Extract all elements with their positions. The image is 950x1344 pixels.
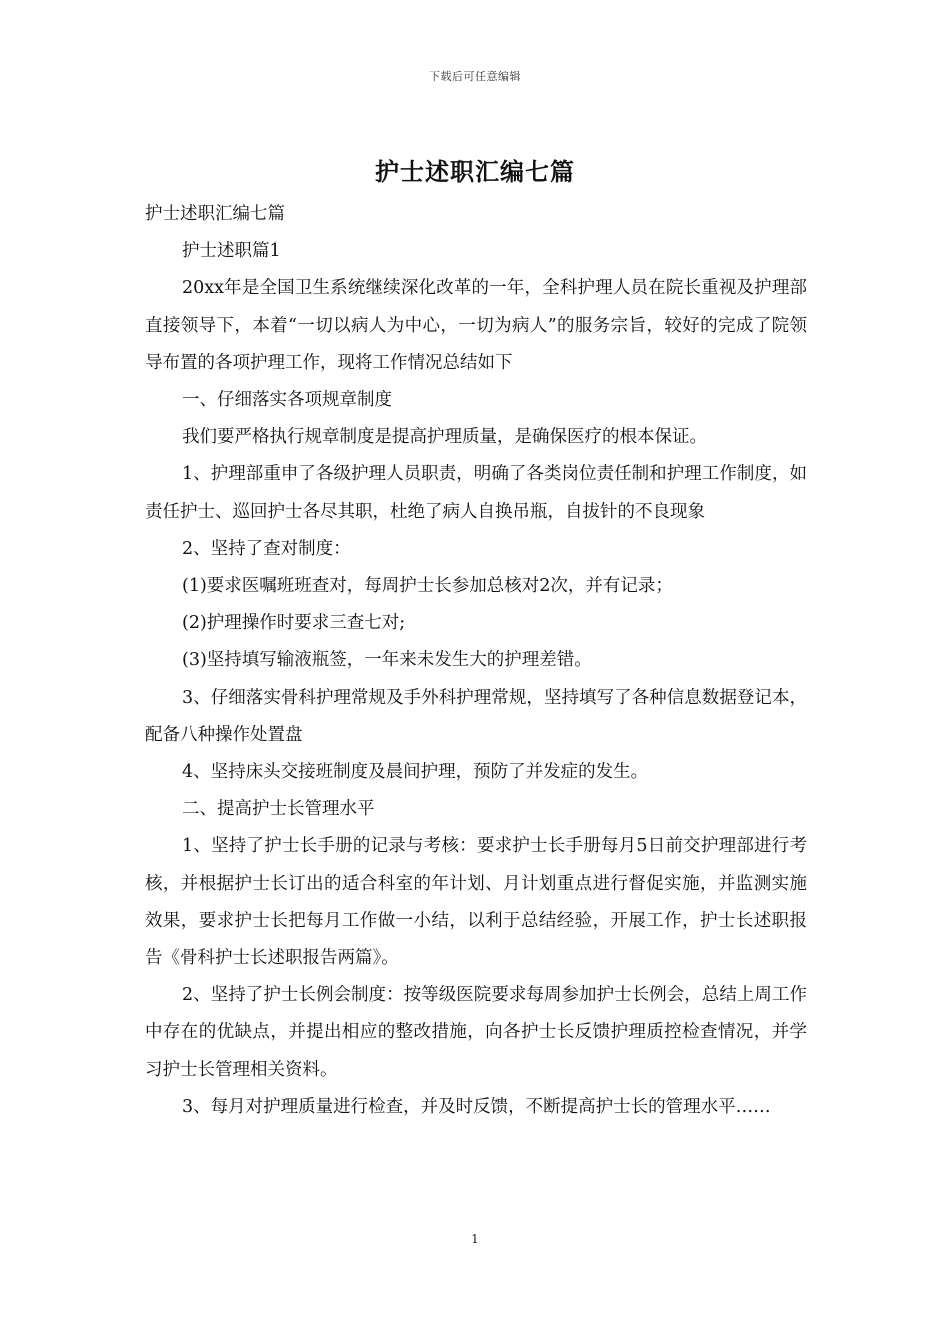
paragraph-subitem: (2)护理操作时要求三查七对; <box>182 613 406 634</box>
paragraph-subitem: (1)要求医嘱班班查对，每周护士长参加总核对2次，并有记录； <box>182 576 673 597</box>
paragraph-intro: 20xx年是全国卫生系统继续深化改革的一年，全科护理人员在院长重视及护理部直接领导下，本着“一切以病人为中心，一切为病人”的服务宗旨，较好的完成了院领导布置的各项护理工作，现将工作情况总结如下 <box>145 278 807 373</box>
page-number: 1 <box>471 1232 479 1246</box>
paragraph-item: 2、坚持了查对制度： <box>182 538 351 559</box>
paragraph-heading-1: 一、仔细落实各项规章制度 <box>182 390 392 411</box>
document-title: 护士述职汇编七篇 <box>375 157 575 186</box>
paragraph-item: 1、坚持了护士长手册的记录与考核：要求护士长手册每月5日前交护理部进行考核，并根据护士长订出的适合科室的年计划、月计划重点进行督促实施，并监测实施效果，要求护士长把每月工作做一小结，以利于总结经验，开展工作，护士长述职报告《骨科护士长述职报告两篇》。 <box>145 836 807 969</box>
paragraph-section-heading: 护士述职篇1 <box>182 241 281 262</box>
paragraph-subitem: (3)坚持填写输液瓶签，一年来未发生大的护理差错。 <box>182 650 592 671</box>
paragraph-item: 2、坚持了护士长例会制度：按等级医院要求每周参加护士长例会，总结上周工作中存在的优缺点，并提出相应的整改措施，向各护士长反馈护理质控检查情况，并学习护士长管理相关资料。 <box>145 985 807 1080</box>
paragraph-item: 4、坚持床头交接班制度及晨间护理，预防了并发症的发生。 <box>182 762 649 783</box>
paragraph-subtitle: 护士述职汇编七篇 <box>145 204 285 224</box>
paragraph-item: 1、护理部重申了各级护理人员职责，明确了各类岗位责任制和护理工作制度，如责任护士、巡回护士各尽其职，杜绝了病人自换吊瓶，自拔针的不良现象 <box>145 464 807 522</box>
document-body <box>145 196 807 1126</box>
paragraph-item: 3、每月对护理质量进行检查，并及时反馈，不断提高护士长的管理水平…… <box>182 1096 771 1117</box>
header-note: 下载后可任意编辑 <box>429 70 521 83</box>
paragraph-heading-2: 二、提高护士长管理水平 <box>182 799 375 820</box>
paragraph-item: 3、仔细落实骨科护理常规及手外科护理常规，坚持填写了各种信息数据登记本，配备八种操作处置盘 <box>145 687 807 745</box>
paragraph: 我们要严格执行规章制度是提高护理质量，是确保医疗的根本保证。 <box>182 427 707 448</box>
